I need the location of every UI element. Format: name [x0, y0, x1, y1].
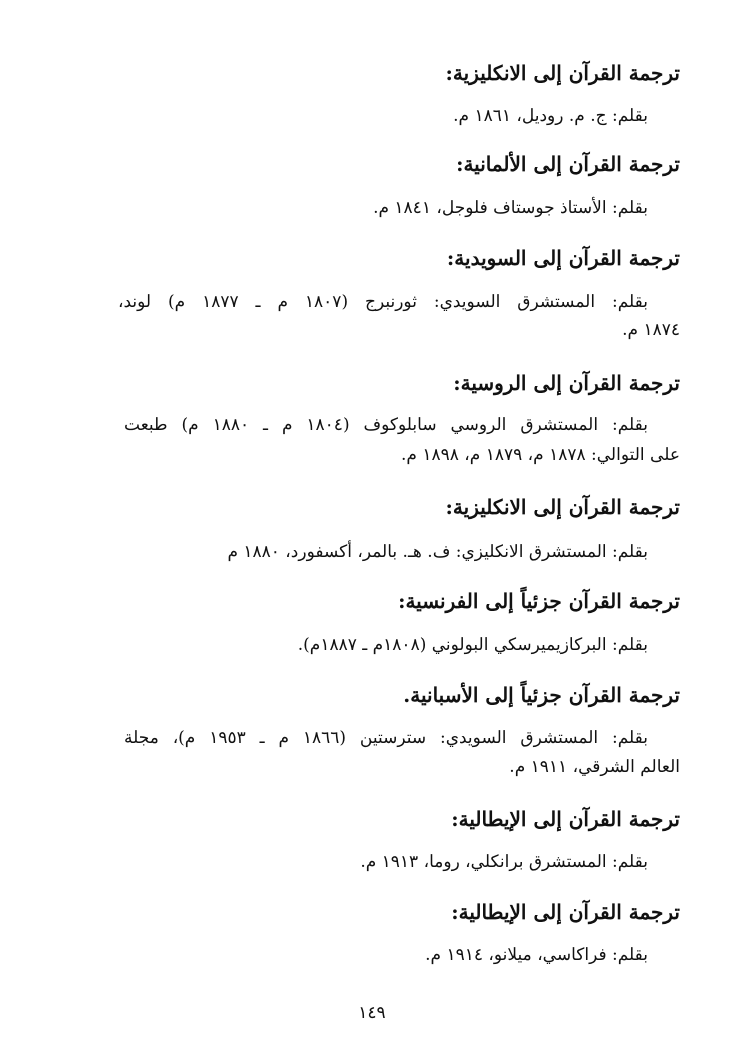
entry-author-line: بقلم: المستشرق السويدي: ثورنبرج (١٨٠٧ م ـ ١٨٧٧ م) لوند،: [118, 292, 648, 312]
entry-author-line: بقلم: المستشرق السويدي: سترستين (١٨٦٦ م ـ ١٩٥٣ م)، مجلة: [124, 728, 649, 748]
entry-heading: ترجمة القرآن جزئياً إلى الفرنسية:: [398, 589, 680, 613]
entry-heading: ترجمة القرآن إلى الإيطالية:: [451, 900, 680, 924]
entry-heading: ترجمة القرآن إلى الإيطالية:: [451, 807, 680, 831]
entry-author-line: بقلم: ج. م. روديل، ١٨٦١ م.: [453, 106, 648, 126]
entry-author-line: بقلم: الأستاذ جوستاف فلوجل، ١٨٤١ م.: [373, 198, 648, 218]
entry-author-line-continued: على التوالي: ١٨٧٨ م، ١٨٧٩ م، ١٨٩٨ م.: [401, 445, 680, 465]
entry-author-line: بقلم: المستشرق الروسي سابلوكوف (١٨٠٤ م ـ ١٨٨٠ م) طبعت: [124, 415, 649, 435]
entry-author-line: بقلم: المستشرق برانكلي، روما، ١٩١٣ م.: [360, 852, 648, 872]
page-number: ١٤٩: [358, 1003, 386, 1023]
entry-author-line-continued: ١٨٧٤ م.: [622, 320, 680, 340]
entry-heading: ترجمة القرآن إلى الروسية:: [453, 371, 680, 395]
entry-heading: ترجمة القرآن إلى الانكليزية:: [445, 495, 680, 519]
entry-heading: ترجمة القرآن إلى الانكليزية:: [445, 61, 680, 85]
entry-author-line: بقلم: البركازيميرسكي البولوني (١٨٠٨م ـ ١٨٨٧م).: [297, 635, 648, 655]
entry-heading: ترجمة القرآن إلى الألمانية:: [456, 152, 680, 176]
entry-author-line-continued: العالم الشرقي، ١٩١١ م.: [509, 757, 680, 777]
entry-heading: ترجمة القرآن جزئياً إلى الأسبانية.: [403, 683, 680, 707]
entry-author-line: بقلم: فراكاسي، ميلانو، ١٩١٤ م.: [425, 945, 648, 965]
entry-author-line: بقلم: المستشرق الانكليزي: ف. هـ. بالمر، أكسفورد، ١٨٨٠ م: [227, 542, 648, 562]
entry-heading: ترجمة القرآن إلى السويدية:: [446, 246, 680, 270]
